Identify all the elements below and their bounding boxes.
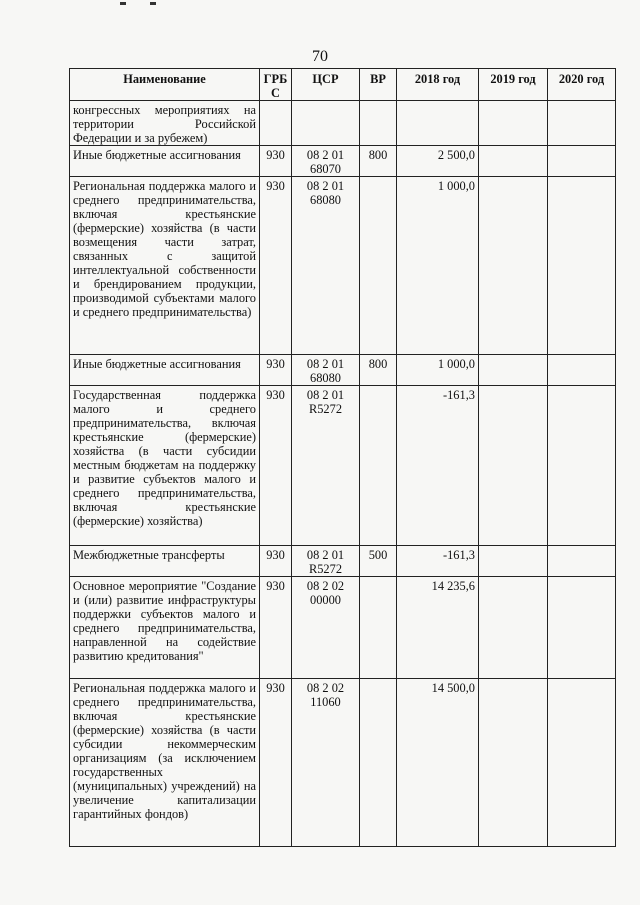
row-2020 [548, 386, 616, 546]
header-csr: ЦСР [292, 69, 360, 101]
row-grbs: 930 [260, 177, 292, 355]
row-vr: 500 [360, 546, 397, 577]
row-csr: 08 2 02 00000 [292, 577, 360, 679]
row-vr [360, 679, 397, 847]
row-grbs: 930 [260, 146, 292, 177]
row-2019 [479, 177, 548, 355]
row-2019 [479, 386, 548, 546]
scan-artifact [150, 2, 156, 5]
table-row [70, 577, 616, 679]
row-2019 [479, 146, 548, 177]
row-name: конгрессных мероприятиях на территории Российской Федерации и за рубежем) [70, 101, 260, 146]
scan-artifact [120, 2, 126, 5]
table-header-row [70, 69, 616, 101]
table-row [70, 679, 616, 847]
row-name: Основное мероприятие "Создание и (или) развитие инфраструктуры поддержки субъектов малого и среднего предпринимательства, направленной на содействие развитию кредитования" [70, 577, 260, 679]
row-2019 [479, 679, 548, 847]
table-row [70, 146, 616, 177]
row-2018: 1 000,0 [397, 177, 479, 355]
row-2020 [548, 546, 616, 577]
row-2020 [548, 146, 616, 177]
row-2018: 2 500,0 [397, 146, 479, 177]
row-grbs [260, 101, 292, 146]
row-vr: 800 [360, 146, 397, 177]
row-2019 [479, 355, 548, 386]
row-2018 [397, 101, 479, 146]
row-2020 [548, 679, 616, 847]
table-row [70, 546, 616, 577]
row-2018: 14 235,6 [397, 577, 479, 679]
row-csr: 08 2 01 R5272 [292, 546, 360, 577]
table-row [70, 177, 616, 355]
header-2019: 2019 год [479, 69, 548, 101]
row-csr: 08 2 02 11060 [292, 679, 360, 847]
header-vr: ВР [360, 69, 397, 101]
row-vr: 800 [360, 355, 397, 386]
row-2018: 14 500,0 [397, 679, 479, 847]
row-vr [360, 177, 397, 355]
row-vr [360, 101, 397, 146]
row-2020 [548, 177, 616, 355]
row-2020 [548, 577, 616, 679]
row-name: Межбюджетные трансферты [70, 546, 260, 577]
row-name: Государственная поддержка малого и среднего предпринимательства, включая крестьянские (фермерские) хозяйства (в части субсидии местным бюджетам на поддержку и развитие субъектов малого и среднего предпринимательства, включая крестьянские (фермерские) хозяйства) [70, 386, 260, 546]
row-csr: 08 2 01 R5272 [292, 386, 360, 546]
row-vr [360, 386, 397, 546]
row-2019 [479, 577, 548, 679]
row-2020 [548, 101, 616, 146]
row-grbs: 930 [260, 386, 292, 546]
row-csr: 08 2 01 68080 [292, 177, 360, 355]
row-name: Региональная поддержка малого и среднего предпринимательства, включая крестьянские (фермерские) хозяйства (в части субсидии некоммерческим организациям (за исключением государственных (муниципальных) учреждений) на увеличение капитализации гарантийных фондов) [70, 679, 260, 847]
table-row [70, 101, 616, 146]
header-name: Наименование [70, 69, 260, 101]
row-2018: 1 000,0 [397, 355, 479, 386]
row-vr [360, 577, 397, 679]
row-csr: 08 2 01 68080 [292, 355, 360, 386]
row-2018: -161,3 [397, 386, 479, 546]
header-grbs: ГРБС [260, 69, 292, 101]
row-grbs: 930 [260, 546, 292, 577]
row-grbs: 930 [260, 577, 292, 679]
header-2020: 2020 год [548, 69, 616, 101]
row-csr [292, 101, 360, 146]
row-2019 [479, 546, 548, 577]
header-2018: 2018 год [397, 69, 479, 101]
row-name: Иные бюджетные ассигнования [70, 146, 260, 177]
row-grbs: 930 [260, 355, 292, 386]
row-name: Региональная поддержка малого и среднего предпринимательства, включая крестьянские (фермерские) хозяйства (в части возмещения части затрат, связанных с защитой интеллектуальной собственности и брендированием продукции, производимой субъектами малого и среднего предпринимательства) [70, 177, 260, 355]
budget-table [69, 68, 616, 847]
row-2018: -161,3 [397, 546, 479, 577]
page-number: 70 [312, 48, 328, 65]
row-csr: 08 2 01 68070 [292, 146, 360, 177]
table-row [70, 386, 616, 546]
row-name: Иные бюджетные ассигнования [70, 355, 260, 386]
row-2020 [548, 355, 616, 386]
table-row [70, 355, 616, 386]
row-grbs: 930 [260, 679, 292, 847]
row-2019 [479, 101, 548, 146]
